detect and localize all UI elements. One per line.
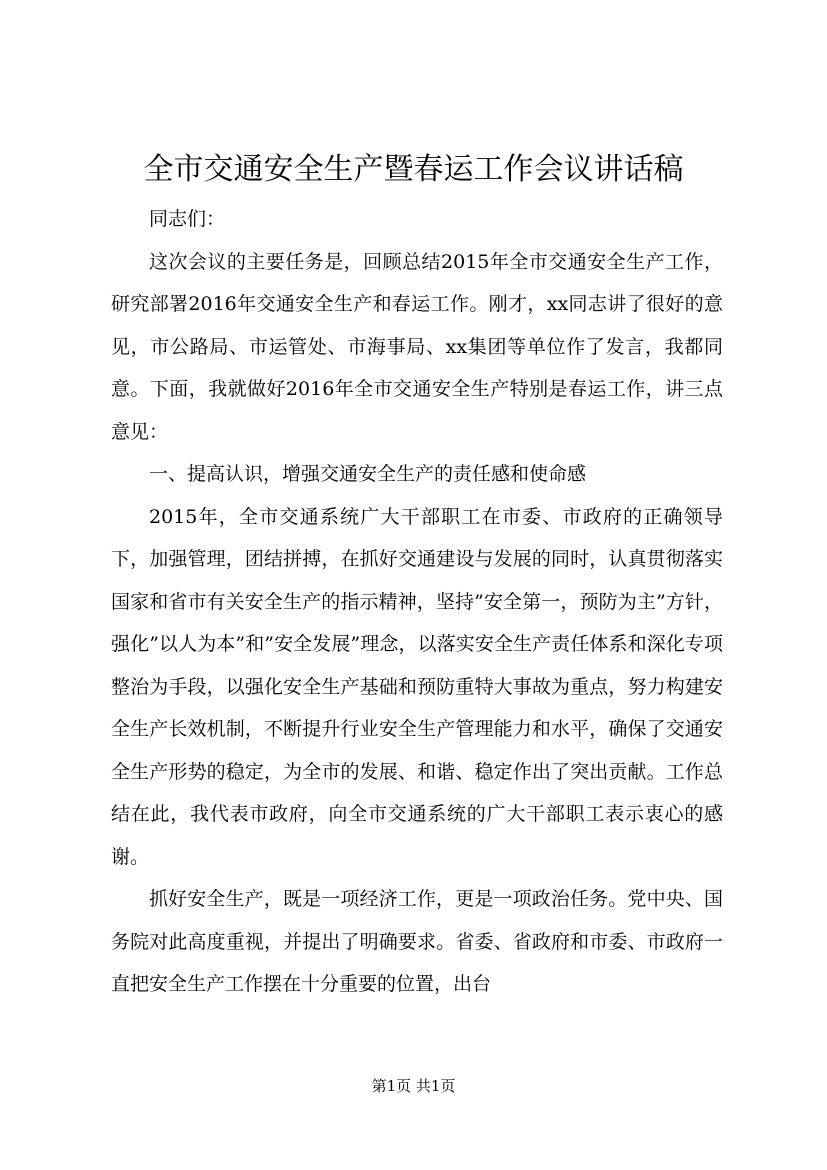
paragraph-2015-review: 2015年，全市交通系统广大干部职工在市委、市政府的正确领导下，加强管理，团结拼搏，在抓好交通建设与发展的同时，认真贯彻落实国家和省市有关安全生产的指示精神，坚持”安全第一，预防为主”方针，强化”以人为本”和”安全发展”理念，以落实安全生产责任体系和深化专项整治为手段，以强化安全生产基础和预防重特大事故为重点，努力构建安全生产长效机制，不断提升行业安全生产管理能力和水平，确保了交通安全生产形势的稳定，为全市的发展、和谐、稳定作出了突出贡献。工作总结在此，我代表市政府，向全市交通系统的广大干部职工表示衷心的感谢。 bbox=[111, 505, 723, 868]
page-footer: 第1页 共1页 bbox=[371, 1077, 456, 1095]
paragraph-political-task: 抓好安全生产，既是一项经济工作，更是一项政治任务。党中央、国务院对此高度重视，并提出了明确要求。省委、省政府和市委、市政府一直把安全生产工作摆在十分重要的位置，出台 bbox=[111, 888, 723, 995]
document-title: 全市交通安全生产暨春运工作会议讲话稿 bbox=[143, 152, 684, 187]
document-body bbox=[111, 198, 723, 1006]
salutation: 同志们： bbox=[149, 208, 226, 230]
section-heading-1: 一、提高认识，增强交通安全生产的责任感和使命感 bbox=[149, 463, 587, 485]
paragraph-intro: 这次会议的主要任务是，回顾总结2015年全市交通安全生产工作，研究部署2016年交通安全生产和春运工作。刚才，xx同志讲了很好的意见，市公路局、市运管处、市海事局、xx集团等单位作了发言，我都同意。下面，我就做好2016年全市交通安全生产特别是春运工作，讲三点意见： bbox=[111, 250, 723, 443]
